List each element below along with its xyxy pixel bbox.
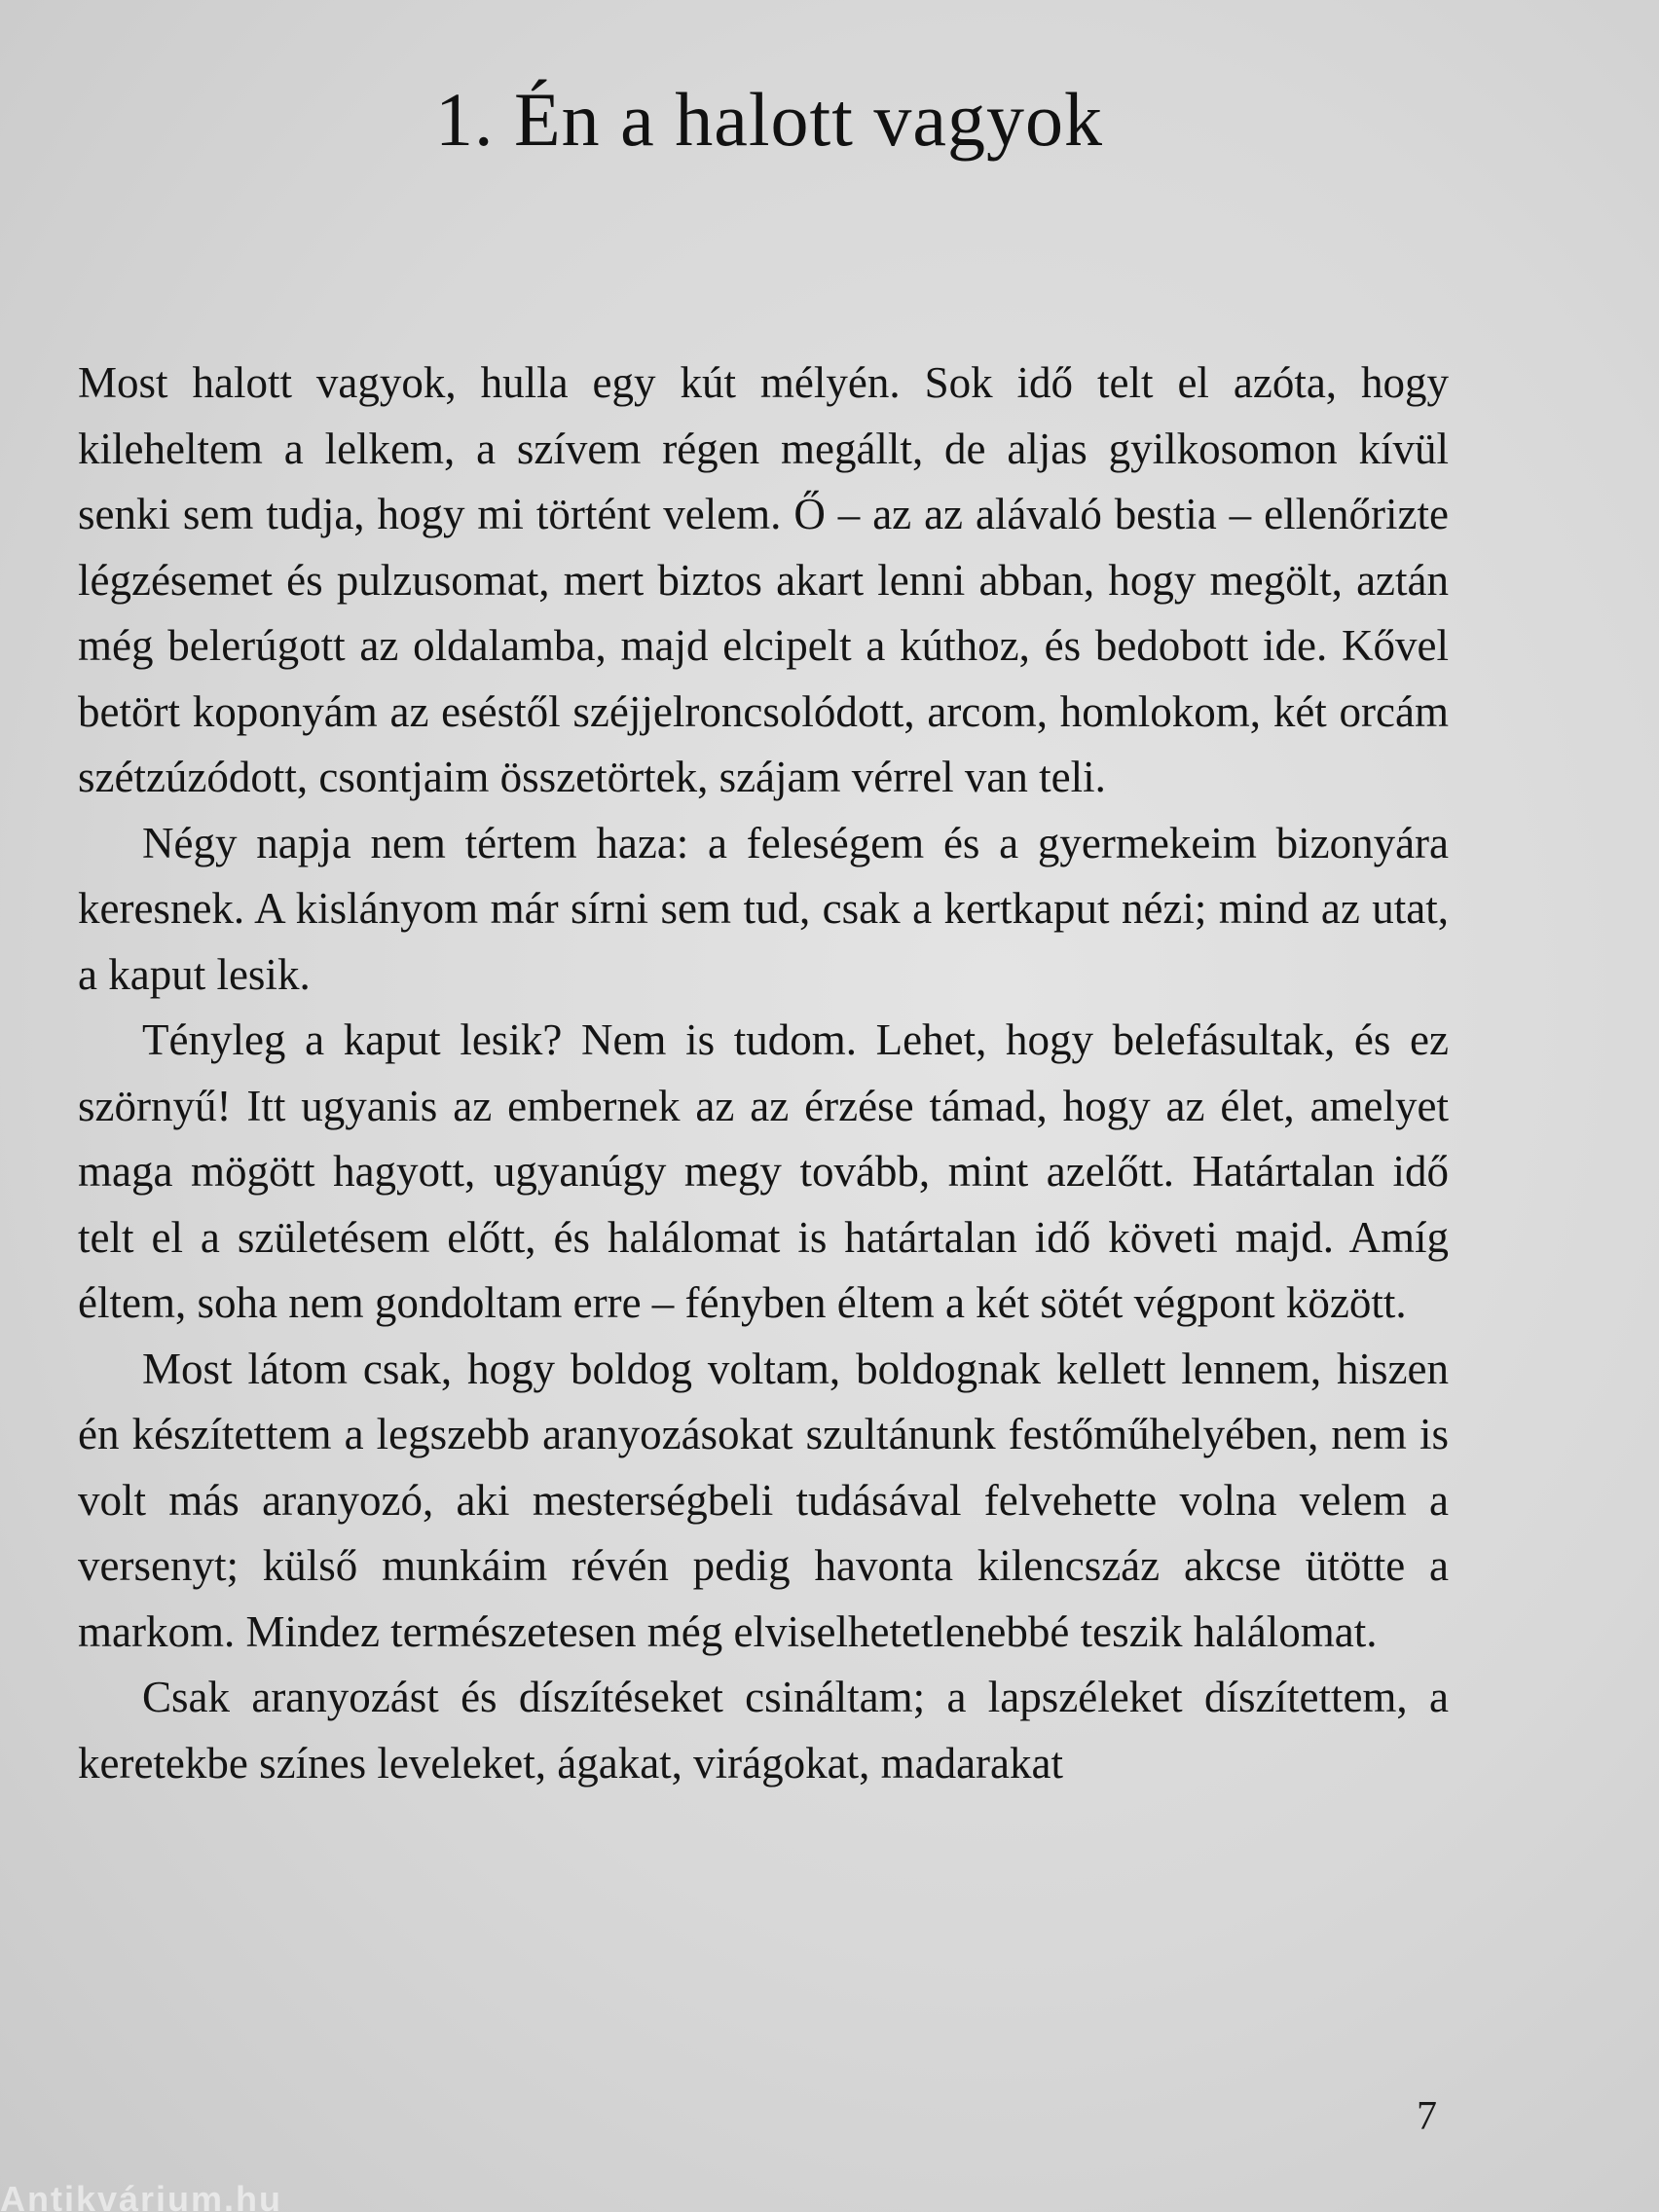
body-text <box>78 350 1449 1796</box>
paragraph-2: Négy napja nem tértem haza: a feleségem és a gyermekeim bizonyára keresnek. A kislányom már sírni sem tud, csak a kertkaput nézi; mind az utat, a kaput lesik. <box>78 818 1449 999</box>
paragraph-5: Csak aranyozást és díszítéseket csináltam; a lapszéleket díszítettem, a keretekbe színes leveleket, ágakat, virágokat, madarakat <box>78 1673 1449 1788</box>
paragraph-1: Most halott vagyok, hulla egy kút mélyén. Sok idő telt el azóta, hogy kileheltem a lelkem, a szívem régen megállt, de aljas gyilkosomon kívül senki sem tudja, hogy mi történt velem. Ő – az az alávaló bestia – ellenőrizte légzésemet és pulzusomat, mert biztos akart lenni abban, hogy megölt, aztán még belerúgott az oldalamba, majd elcipelt a kúthoz, és bedobott ide. Kővel betört koponyám az eséstől széjjelroncsolódott, arcom, homlokom, két orcám szétzúzódott, csontjaim összetörtek, szájam vérrel van teli. <box>78 358 1449 801</box>
chapter-title: 1. Én a halott vagyok <box>434 77 1104 162</box>
page-number: 7 <box>1417 2094 1437 2139</box>
paragraph-3: Tényleg a kaput lesik? Nem is tudom. Lehet, hogy belefásultak, és ez szörnyű! Itt ugyanis az embernek az az érzése támad, hogy az élet, amelyet maga mögött hagyott, ugyanúgy megy tovább, mint azelőtt. Határtalan idő telt el a születésem előtt, és halálomat is határtalan idő követi majd. Amíg éltem, soha nem gondoltam erre – fényben éltem a két sötét végpont között. <box>78 1015 1449 1327</box>
paragraph-4: Most látom csak, hogy boldog voltam, boldognak kellett lennem, hiszen én készítettem a legszebb aranyozásokat szultánunk festőműhelyében, nem is volt más aranyozó, aki mesterségbeli tudásával felvehette volna velem a versenyt; külső munkáim révén pedig havonta kilencszáz akcse ütötte a markom. Mindez természetesen még elviselhetetlenebbé teszik halálomat. <box>78 1344 1449 1656</box>
watermark: Antikvárium.hu <box>0 2179 283 2212</box>
